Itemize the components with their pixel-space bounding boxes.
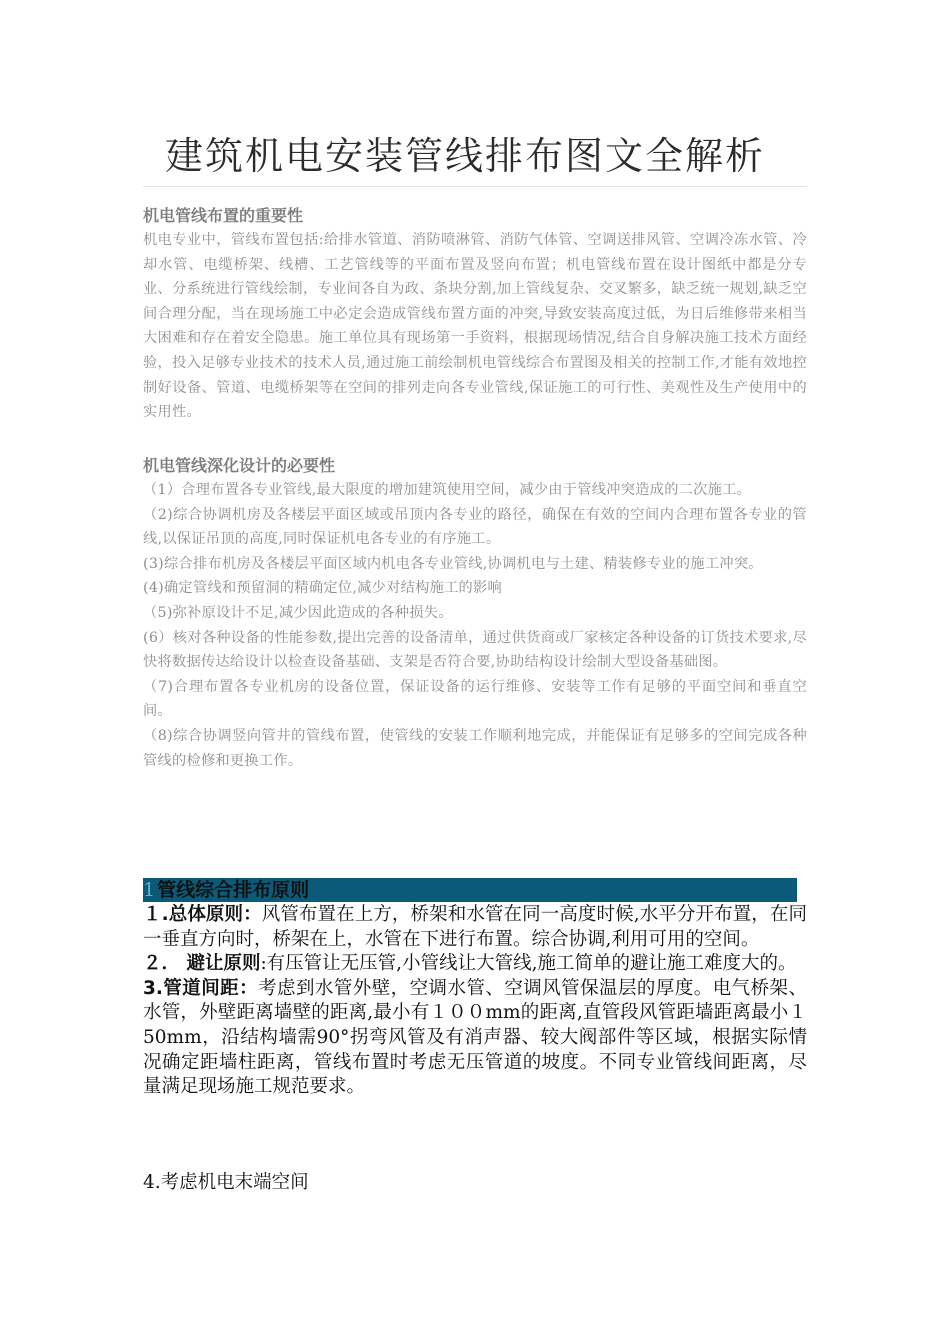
principle-text: 风管布置在上方，桥架和水管在同一高度时候,水平分开布置，在同一垂直方向时，桥架在上，水管在下进行布置。综合协调,利用可用的空间。 <box>143 904 808 950</box>
principles-section <box>143 903 807 1100</box>
section-number: 1 <box>143 879 156 901</box>
page-title: 建筑机电安装管线排布图文全解析 <box>165 134 766 178</box>
list-item: （1）合理布置各专业管线,最大限度的增加建筑使用空间，减少由于管线冲突造成的二次施工。 <box>143 482 752 498</box>
section-header-band <box>143 878 797 902</box>
importance-section <box>143 204 807 425</box>
importance-body: 机电专业中，管线布置包括:给排水管道、消防喷淋管、消防气体管、空调送排风管、空调冷冻水管、冷却水管、电缆桥架、线槽、工艺管线等的平面布置及竖向布置；机电管线布置在设计图纸中都是分专业、分系统进行管线绘制，专业间各自为政、条块分割,加上管线复杂、交叉繁多，缺乏统一规划,缺乏空间合理分配，当在现场施工中必定会造成管线布置方面的冲突,导致安装高度过低，为日后维修带来相当大困难和存在着安全隐患。施工单位具有现场第一手资料，根据现场情况,结合自身解决施工技术方面经验，投入足够专业技术的技术人员,通过施工前绘制机电管线综合布置图及相关的控制工作,才能有效地控制好设备、管道、电缆桥架等在空间的排列走向各专业管线,保证施工的可行性、美观性及生产使用中的实用性。 <box>143 232 807 421</box>
principle-label: ２． 避让原则 <box>143 953 261 975</box>
list-item: （7)合理布置各专业机房的设备位置，保证设备的运行维修、安装等工作有足够的平面空间和垂直空间。 <box>143 678 807 720</box>
principle-overall <box>143 903 807 952</box>
principle-text: :有压管让无压管,小管线让大管线,施工简单的避让施工难度大的。 <box>260 953 797 975</box>
necessity-heading: 机电管线深化设计的必要性 <box>143 456 336 475</box>
principle-spacing <box>143 977 807 1100</box>
list-item: （2)综合协调机房及各楼层平面区域或吊顶内各专业的路径，确保在有效的空间内合理布置各专业的管线,以保证吊顶的高度,同时保证机电各专业的有序施工。 <box>143 506 807 548</box>
principle-label: 3.管道间距： <box>143 977 259 999</box>
section-header-title: 管线综合排布原则 <box>157 879 310 901</box>
list-item: （8)综合协调竖向管井的管线布置，使管线的安装工作顺利地完成，并能保证有足够多的空间完成各种管线的检修和更换工作。 <box>143 727 807 769</box>
principle-text: 考虑到水管外壁，空调水管、空调风管保温层的厚度。电气桥架、水管，外壁距离墙壁的距离,最小有１００mm的距离,直管段风管距墙距离最小１50mm，沿结构墙需90°拐弯风管及有消声器、较大阀部件等区域，根据实际情况确定距墙柱距离，管线布置时考虑无压管道的坡度。不同专业管线间距离，尽量满足现场施工规范要求。 <box>143 977 807 1098</box>
list-item: (4)确定管线和预留洞的精确定位,减少对结构施工的影响 <box>143 580 503 597</box>
list-item: (6）核对各种设备的性能参数,提出完善的设备清单，通过供货商或厂家核定各种设备的订货技术要求,尽快将数据传达给设计以检查设备基础、支架是否符合要,协助结构设计绘制大型设备基础图。 <box>143 629 807 671</box>
principle-terminal-space: 4.考虑机电末端空间 <box>143 1172 309 1193</box>
necessity-section <box>143 454 807 773</box>
principle-avoidance <box>143 952 807 977</box>
list-item: （5)弥补原设计不足,减少因此造成的各种损失。 <box>143 604 453 621</box>
title-divider <box>143 186 807 187</box>
importance-heading: 机电管线布置的重要性 <box>143 206 304 225</box>
list-item: (3)综合排布机房及各楼层平面区域内机电各专业管线,协调机电与土建、精装修专业的施工冲突。 <box>143 555 763 572</box>
principle-label: １.总体原则： <box>143 904 262 925</box>
